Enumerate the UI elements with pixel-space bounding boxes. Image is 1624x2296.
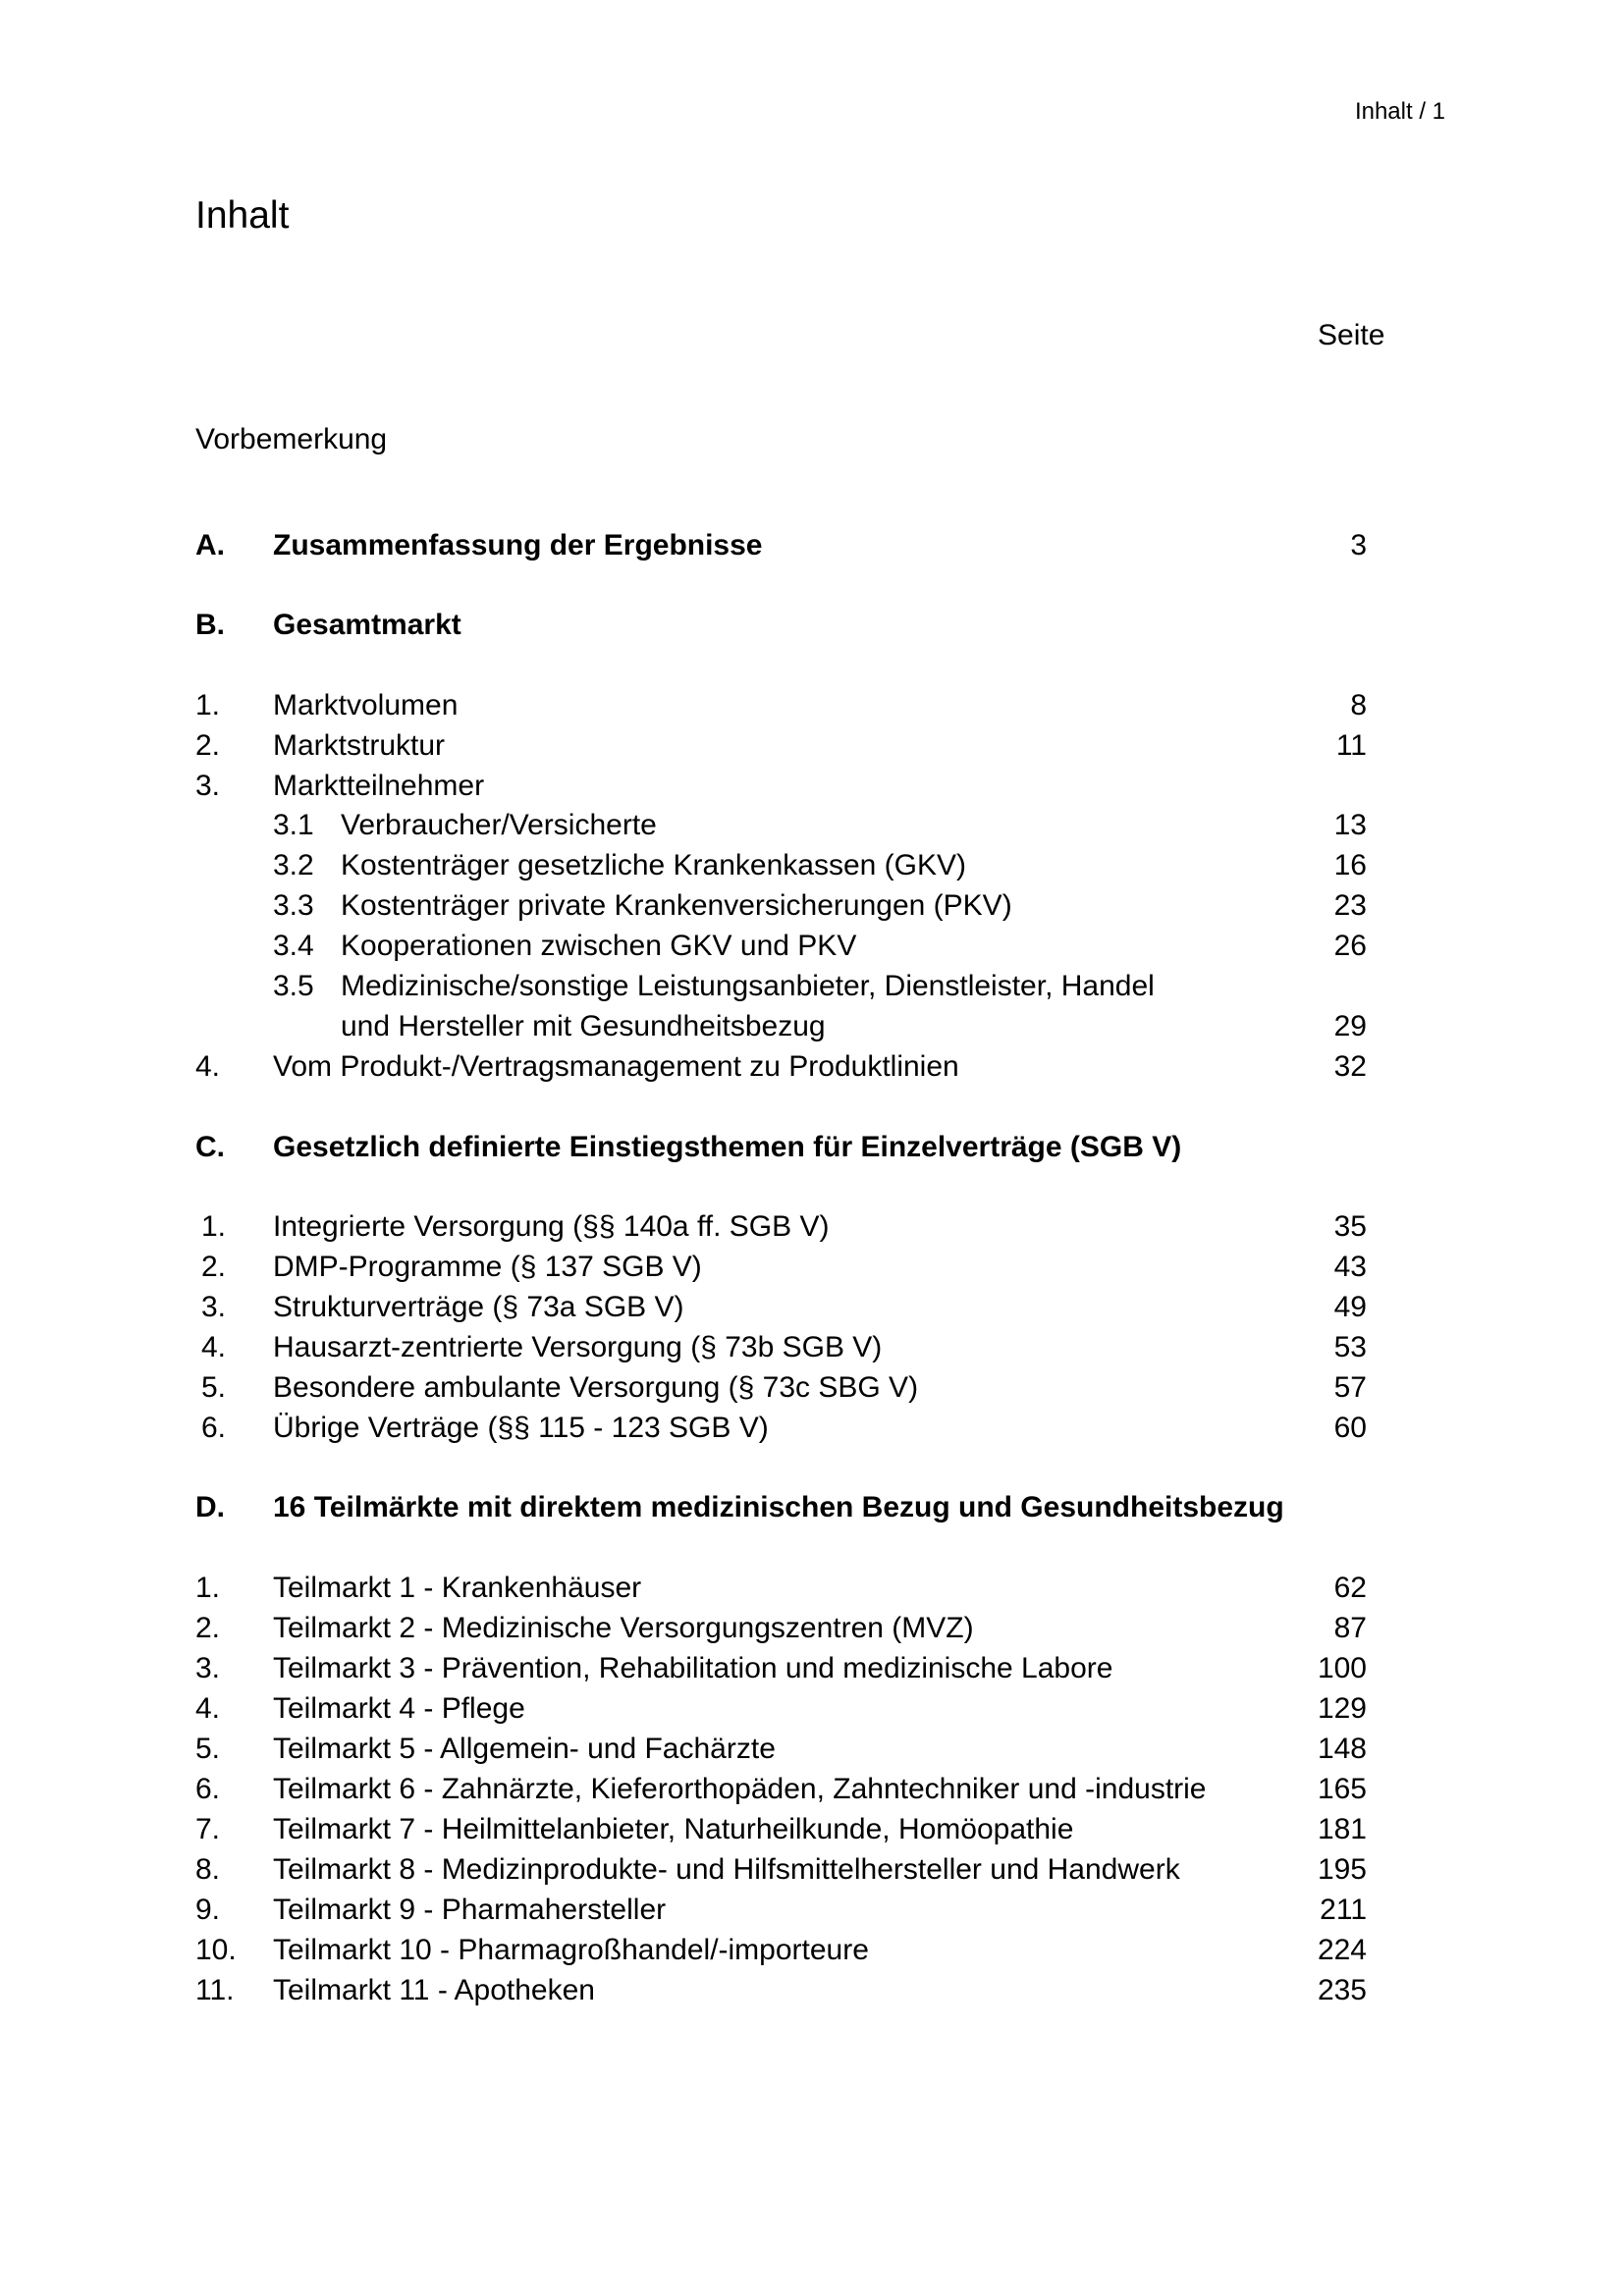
toc-number: 8. — [195, 1853, 221, 1886]
page-column-label: Seite — [1318, 319, 1385, 351]
toc-title: Teilmarkt 5 - Allgemein- und Fachärzte — [273, 1733, 776, 1765]
toc-page: 195 — [1317, 1853, 1367, 1886]
toc-number: 4. — [201, 1331, 227, 1363]
toc-title: Strukturverträge (§ 73a SGB V) — [273, 1291, 684, 1323]
toc-title: Integrierte Versorgung (§§ 140a ff. SGB V) — [273, 1210, 830, 1243]
toc-subnumber: 3.1 — [273, 809, 314, 841]
toc-page: 129 — [1317, 1692, 1367, 1725]
toc-title: Marktteilnehmer — [273, 770, 485, 802]
toc-number: 5. — [201, 1371, 227, 1404]
toc-number: 3. — [195, 770, 221, 802]
section-title: Zusammenfassung der Ergebnisse — [273, 529, 763, 561]
toc-page: 53 — [1333, 1331, 1367, 1363]
toc-title: DMP-Programme (§ 137 SGB V) — [273, 1251, 702, 1283]
toc-page: 211 — [1320, 1894, 1367, 1926]
toc-entry-vorbemerkung: Vorbemerkung — [195, 423, 388, 455]
toc-subtitle: Medizinische/sonstige Leistungsanbieter, Dienstleister, Handel — [341, 970, 1155, 1002]
toc-page: 165 — [1317, 1773, 1367, 1805]
toc-page: 87 — [1333, 1612, 1367, 1644]
section-number: B. — [195, 609, 225, 641]
toc-number: 4. — [195, 1050, 221, 1083]
toc-title: Teilmarkt 11 - Apotheken — [273, 1974, 595, 2006]
toc-page: 23 — [1333, 889, 1367, 922]
section-number: A. — [195, 529, 225, 561]
toc-number: 9. — [195, 1894, 221, 1926]
toc-title: Marktstruktur — [273, 729, 446, 762]
toc-number: 10. — [195, 1934, 237, 1966]
toc-subtitle-continued: und Hersteller mit Gesundheitsbezug — [341, 1010, 826, 1042]
toc-page: 224 — [1317, 1934, 1367, 1966]
toc-page: 148 — [1317, 1733, 1367, 1765]
section-title: 16 Teilmärkte mit direktem medizinischen Bezug und Gesundheitsbezug — [273, 1491, 1284, 1523]
section-title: Gesetzlich definierte Einstiegsthemen für Einzelverträge (SGB V) — [273, 1131, 1182, 1163]
section-number: C. — [195, 1131, 225, 1163]
toc-number: 1. — [195, 1572, 221, 1604]
toc-title: Teilmarkt 2 - Medizinische Versorgungszentren (MVZ) — [273, 1612, 974, 1644]
toc-number: 1. — [195, 689, 221, 721]
toc-title: Vom Produkt-/Vertragsmanagement zu Produktlinien — [273, 1050, 959, 1083]
toc-title: Übrige Verträge (§§ 115 - 123 SGB V) — [273, 1412, 769, 1444]
toc-subnumber: 3.5 — [273, 970, 314, 1002]
toc-page: 49 — [1333, 1291, 1367, 1323]
toc-title: Teilmarkt 4 - Pflege — [273, 1692, 525, 1725]
toc-page: 26 — [1333, 930, 1367, 962]
toc-title: Teilmarkt 6 - Zahnärzte, Kieferorthopäden, Zahntechniker und -industrie — [273, 1773, 1207, 1805]
toc-title: Teilmarkt 1 - Krankenhäuser — [273, 1572, 642, 1604]
toc-subnumber: 3.2 — [273, 849, 314, 881]
toc-page: 57 — [1333, 1371, 1367, 1404]
toc-title: Teilmarkt 7 - Heilmittelanbieter, Naturheilkunde, Homöopathie — [273, 1813, 1074, 1845]
toc-title: Besondere ambulante Versorgung (§ 73c SBG V) — [273, 1371, 919, 1404]
section-page: 3 — [1350, 529, 1367, 561]
toc-subnumber: 3.4 — [273, 930, 314, 962]
toc-page: 235 — [1317, 1974, 1367, 2006]
toc-page: 8 — [1350, 689, 1367, 721]
section-number: D. — [195, 1491, 225, 1523]
toc-page: 100 — [1317, 1652, 1367, 1684]
toc-page: 62 — [1333, 1572, 1367, 1604]
toc-number: 2. — [195, 729, 221, 762]
toc-page: 32 — [1333, 1050, 1367, 1083]
toc-number: 4. — [195, 1692, 221, 1725]
toc-subtitle: Kostenträger gesetzliche Krankenkassen (GKV) — [341, 849, 966, 881]
toc-page: 13 — [1333, 809, 1367, 841]
toc-page: 29 — [1333, 1010, 1367, 1042]
page-title: Inhalt — [195, 194, 290, 237]
toc-subnumber: 3.3 — [273, 889, 314, 922]
toc-subtitle: Verbraucher/Versicherte — [341, 809, 657, 841]
toc-number: 1. — [201, 1210, 227, 1243]
toc-page: 43 — [1333, 1251, 1367, 1283]
toc-number: 11. — [195, 1974, 235, 2006]
toc-page: 181 — [1317, 1813, 1367, 1845]
toc-title: Marktvolumen — [273, 689, 459, 721]
toc-number: 2. — [195, 1612, 221, 1644]
section-title: Gesamtmarkt — [273, 609, 461, 641]
toc-subtitle: Kooperationen zwischen GKV und PKV — [341, 930, 857, 962]
toc-page: 16 — [1333, 849, 1367, 881]
toc-title: Hausarzt-zentrierte Versorgung (§ 73b SGB V) — [273, 1331, 883, 1363]
toc-page: 60 — [1333, 1412, 1367, 1444]
toc-title: Teilmarkt 3 - Prävention, Rehabilitation und medizinische Labore — [273, 1652, 1113, 1684]
page-header: Inhalt / 1 — [1354, 98, 1445, 125]
toc-number: 3. — [195, 1652, 221, 1684]
toc-number: 5. — [195, 1733, 221, 1765]
toc-number: 6. — [201, 1412, 227, 1444]
toc-number: 3. — [201, 1291, 227, 1323]
toc-subtitle: Kostenträger private Krankenversicherungen (PKV) — [341, 889, 1012, 922]
toc-number: 7. — [195, 1813, 221, 1845]
toc-page: 11 — [1335, 729, 1367, 762]
toc-title: Teilmarkt 10 - Pharmagroßhandel/-importeure — [273, 1934, 869, 1966]
toc-number: 6. — [195, 1773, 221, 1805]
toc-title: Teilmarkt 9 - Pharmahersteller — [273, 1894, 667, 1926]
toc-title: Teilmarkt 8 - Medizinprodukte- und Hilfsmittelhersteller und Handwerk — [273, 1853, 1180, 1886]
toc-page: 35 — [1333, 1210, 1367, 1243]
toc-number: 2. — [201, 1251, 227, 1283]
